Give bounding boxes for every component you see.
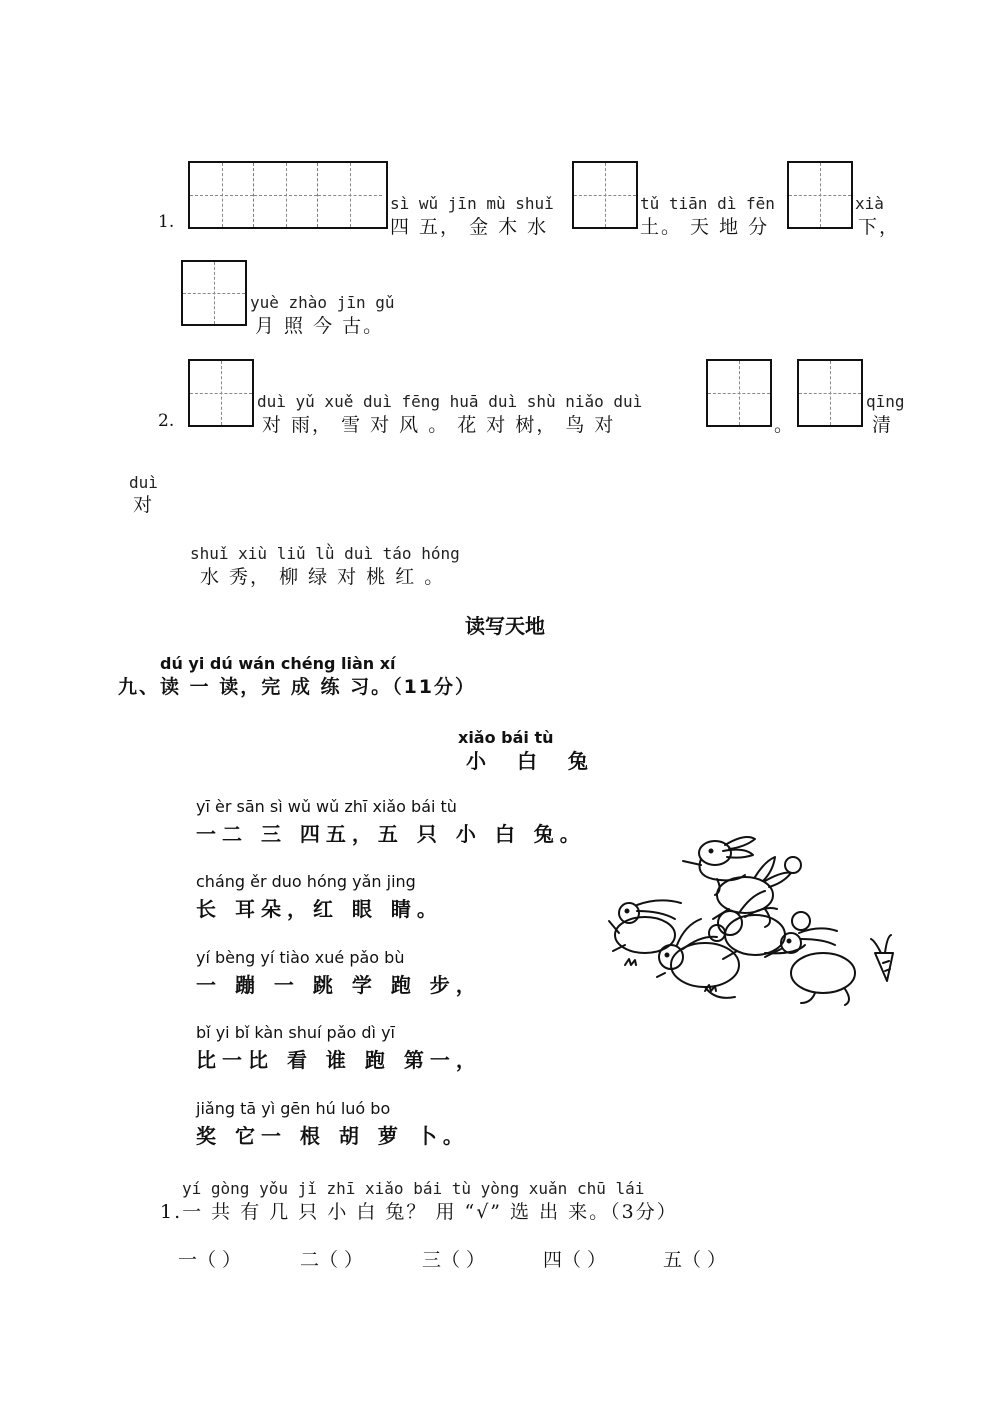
q1-pinyin-c: xià bbox=[855, 194, 884, 213]
carrot-icon bbox=[871, 935, 893, 981]
poem-line-5-pinyin: jiǎng tā yì gēn hú luó bo bbox=[196, 1099, 391, 1118]
rabbit-icon bbox=[683, 837, 755, 895]
q2-hanzi-c: 清 bbox=[872, 414, 894, 436]
grid-cell bbox=[190, 361, 252, 425]
sub1-pinyin: yí gòng yǒu jǐ zhī xiǎo bái tù yòng xuǎn chū lái bbox=[182, 1179, 645, 1198]
writing-grid-4[interactable] bbox=[188, 161, 388, 229]
q2-hanzi-b: 。 bbox=[774, 414, 796, 436]
poem-line-3-pinyin: yí bèng yí tiào xué pǎo bù bbox=[196, 948, 405, 967]
q2-hanzi-a: 对 雨， 雪 对 风 。 花 对 树， 鸟 对 bbox=[262, 414, 616, 436]
q1-pinyin-a: sì wǔ jīn mù shuǐ bbox=[390, 194, 554, 213]
option-three[interactable]: 三（ ） bbox=[422, 1249, 486, 1271]
grid-cell bbox=[799, 361, 861, 425]
q2-pinyin-e: shuǐ xiù liǔ lǜ duì táo hóng bbox=[190, 544, 460, 563]
poem-line-4: 比一比 看 谁 跑 第一， bbox=[196, 1048, 482, 1072]
grid-cell bbox=[190, 163, 254, 227]
rabbit-icon bbox=[718, 891, 810, 959]
rabbit-icon bbox=[713, 857, 801, 927]
option-two[interactable]: 二（ ） bbox=[300, 1249, 364, 1271]
poem-line-5: 奖 它一 根 胡 萝 卜。 bbox=[196, 1124, 469, 1148]
q1-hanzi-c: 下， bbox=[858, 216, 901, 238]
poem-line-1: 一二 三 四五，五 只 小 白 兔。 bbox=[196, 822, 586, 846]
rabbit-icon bbox=[765, 928, 855, 1005]
q9-pinyin: dú yi dú wán chéng liàn xí bbox=[160, 654, 396, 673]
writing-grid-1[interactable] bbox=[787, 161, 853, 229]
grid-cell bbox=[708, 361, 770, 425]
poem-title-pinyin: xiǎo bái tù bbox=[458, 728, 554, 747]
q1-pinyin-b: tǔ tiān dì fēn bbox=[640, 194, 775, 213]
grid-cell bbox=[183, 262, 245, 324]
q1-hanzi-d: 月 照 今 古。 bbox=[255, 315, 385, 337]
writing-grid-1[interactable] bbox=[181, 260, 247, 326]
section-title: 读写天地 bbox=[465, 614, 545, 638]
grid-cell bbox=[574, 163, 636, 227]
grid-cell bbox=[254, 163, 318, 227]
poem-line-3: 一 蹦 一 跳 学 跑 步， bbox=[196, 973, 482, 997]
q2-pinyin-c: qīng bbox=[866, 392, 905, 411]
option-one[interactable]: 一（ ） bbox=[178, 1249, 242, 1271]
grass-icon bbox=[625, 959, 636, 965]
option-five[interactable]: 五（ ） bbox=[663, 1249, 727, 1271]
q2-number: 2. bbox=[158, 411, 175, 431]
poem-line-2: 长 耳朵，红 眼 睛。 bbox=[196, 897, 443, 921]
rabbit-icon bbox=[657, 919, 739, 998]
q9-instruction: 九、读 一 读，完 成 练 习。（11分） bbox=[118, 676, 477, 698]
poem-line-4-pinyin: bǐ yi bǐ kàn shuí pǎo dì yī bbox=[196, 1023, 395, 1042]
poem-title: 小 白 兔 bbox=[466, 749, 600, 773]
q1-pinyin-d: yuè zhào jīn gǔ bbox=[250, 293, 395, 312]
writing-grid-1[interactable] bbox=[706, 359, 772, 427]
q1-hanzi-b: 土。 天 地 分 bbox=[640, 216, 770, 238]
writing-grid-1[interactable] bbox=[188, 359, 254, 427]
writing-grid-1[interactable] bbox=[797, 359, 863, 427]
q2-pinyin-a: duì yǔ xuě duì fēng huā duì shù niǎo duì bbox=[257, 392, 643, 411]
q2-hanzi-d: 对 bbox=[133, 494, 155, 516]
writing-grid-1[interactable] bbox=[572, 161, 638, 229]
q1-number: 1. bbox=[158, 212, 175, 232]
grid-cell bbox=[318, 163, 382, 227]
rabbits-illustration bbox=[605, 825, 905, 1015]
q1-hanzi-a: 四 五， 金 木 水 bbox=[390, 216, 549, 238]
poem-line-2-pinyin: cháng ěr duo hóng yǎn jing bbox=[196, 872, 416, 891]
sub1-question: 1.一 共 有 几 只 小 白 兔？ 用 “√” 选 出 来。（3分） bbox=[160, 1201, 678, 1223]
grid-cell bbox=[789, 163, 851, 227]
q2-pinyin-d: duì bbox=[129, 473, 158, 492]
poem-line-1-pinyin: yī èr sān sì wǔ wǔ zhī xiǎo bái tù bbox=[196, 797, 457, 816]
option-four[interactable]: 四（ ） bbox=[543, 1249, 607, 1271]
q2-hanzi-e: 水 秀， 柳 绿 对 桃 红 。 bbox=[200, 566, 446, 588]
